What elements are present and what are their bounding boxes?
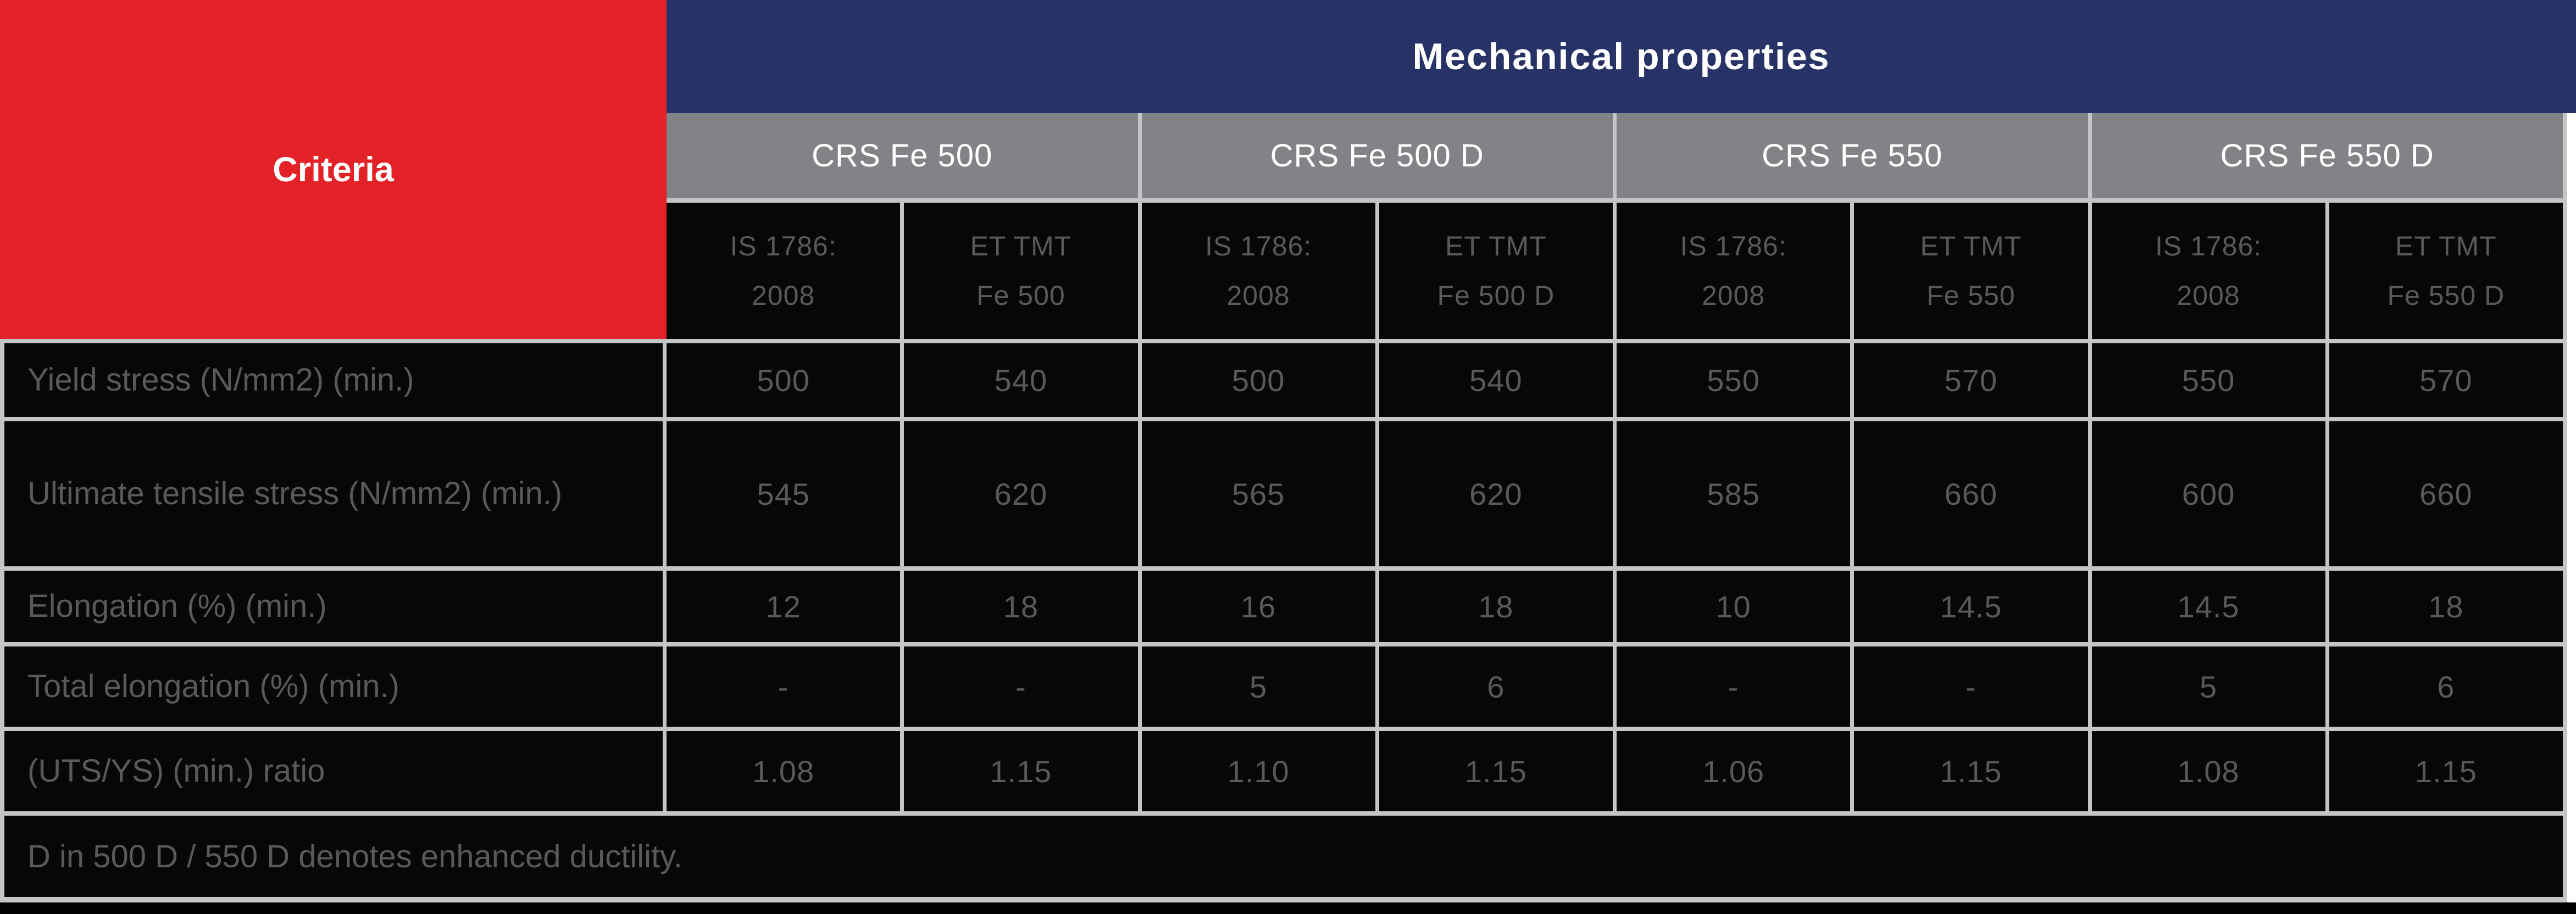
- subheader-line1: ET TMT: [1445, 231, 1547, 261]
- value-cell: 1.15: [1854, 731, 2088, 811]
- value-cell: -: [904, 647, 1137, 727]
- subheader-line2: Fe 500: [976, 280, 1065, 311]
- value-cell: 6: [2329, 647, 2563, 727]
- value-cell: 620: [1379, 421, 1613, 566]
- table-header: [0, 0, 2576, 339]
- value-cell: 1.15: [1379, 731, 1613, 811]
- value-cell: 1.15: [2329, 731, 2563, 811]
- value-cell: 500: [1142, 343, 1375, 417]
- table-body: [0, 339, 2567, 902]
- value-cell: 18: [904, 571, 1137, 642]
- value-cell: -: [1854, 647, 2088, 727]
- grade-group-crs-fe-550: CRS Fe 550: [1617, 113, 2088, 198]
- footnote-cell: D in 500 D / 550 D denotes enhanced ductility.: [4, 816, 2563, 897]
- value-cell: 540: [1379, 343, 1613, 417]
- value-cell: 5: [1142, 647, 1375, 727]
- subheader-line2: 2008: [1226, 280, 1290, 311]
- value-cell: 1.15: [904, 731, 1137, 811]
- table-row-yield-stress: [4, 343, 2563, 417]
- criteria-header-cell: Criteria: [0, 0, 667, 339]
- mechanical-properties-banner: Mechanical properties: [667, 0, 2576, 113]
- subheader-line1: IS 1786:: [2155, 231, 2262, 261]
- criteria-label-cell: (UTS/YS) (min.) ratio: [4, 731, 663, 811]
- standard-subheader-row: [667, 198, 2567, 339]
- value-cell: 5: [2092, 647, 2325, 727]
- value-cell: 1.08: [2092, 731, 2325, 811]
- subheader-ettmt-fe500d: [1379, 203, 1613, 339]
- subheader-line1: IS 1786:: [1680, 231, 1787, 261]
- value-cell: 550: [2092, 343, 2325, 417]
- value-cell: 16: [1142, 571, 1375, 642]
- table-row-ultimate-tensile: [4, 421, 2563, 566]
- value-cell: 545: [667, 421, 900, 566]
- subheader-line2: Fe 550 D: [2387, 280, 2505, 311]
- criteria-label-cell: Total elongation (%) (min.): [4, 647, 663, 727]
- subheader-ettmt-fe500: [904, 203, 1137, 339]
- subheader-is1786-4: [2092, 203, 2325, 339]
- value-cell: -: [667, 647, 900, 727]
- subheader-ettmt-fe550d: [2329, 203, 2563, 339]
- value-cell: 14.5: [2092, 571, 2325, 642]
- grade-group-crs-fe-500d: CRS Fe 500 D: [1142, 113, 1613, 198]
- subheader-is1786-1: [667, 203, 900, 339]
- subheader-line1: IS 1786:: [730, 231, 837, 261]
- value-cell: 570: [1854, 343, 2088, 417]
- value-cell: 12: [667, 571, 900, 642]
- subheader-line2: Fe 500 D: [1437, 280, 1555, 311]
- value-cell: 540: [904, 343, 1137, 417]
- value-cell: 600: [2092, 421, 2325, 566]
- grade-group-crs-fe-550d: CRS Fe 550 D: [2092, 113, 2563, 198]
- value-cell: 10: [1617, 571, 1850, 642]
- table-row-total-elongation: [4, 647, 2563, 727]
- subheader-line1: IS 1786:: [1204, 231, 1312, 261]
- subheader-is1786-3: [1617, 203, 1850, 339]
- subheader-line2: 2008: [1702, 280, 1766, 311]
- value-cell: 620: [904, 421, 1137, 566]
- value-cell: 6: [1379, 647, 1613, 727]
- value-cell: -: [1617, 647, 1850, 727]
- value-cell: 1.06: [1617, 731, 1850, 811]
- value-cell: 14.5: [1854, 571, 2088, 642]
- value-cell: 565: [1142, 421, 1375, 566]
- subheader-is1786-2: [1142, 203, 1375, 339]
- value-cell: 585: [1617, 421, 1850, 566]
- header-right-block: [667, 0, 2576, 339]
- criteria-label-cell: Elongation (%) (min.): [4, 571, 663, 642]
- subheader-line2: Fe 550: [1927, 280, 2016, 311]
- criteria-label-cell: Yield stress (N/mm2) (min.): [4, 343, 663, 417]
- value-cell: 660: [2329, 421, 2563, 566]
- grade-group-row: [667, 113, 2567, 198]
- value-cell: 550: [1617, 343, 1850, 417]
- subheader-line2: 2008: [752, 280, 815, 311]
- subheader-ettmt-fe550: [1854, 203, 2088, 339]
- value-cell: 660: [1854, 421, 2088, 566]
- value-cell: 18: [2329, 571, 2563, 642]
- bottom-black-strip: [0, 902, 2576, 914]
- value-cell: 570: [2329, 343, 2563, 417]
- grade-group-crs-fe-500: CRS Fe 500: [667, 113, 1138, 198]
- criteria-label-cell: Ultimate tensile stress (N/mm2) (min.): [4, 421, 663, 566]
- value-cell: 1.10: [1142, 731, 1375, 811]
- subheader-line1: ET TMT: [970, 231, 1072, 261]
- value-cell: 1.08: [667, 731, 900, 811]
- subheader-line1: ET TMT: [2395, 231, 2497, 261]
- value-cell: 500: [667, 343, 900, 417]
- subheader-line1: ET TMT: [1920, 231, 2022, 261]
- table-row-elongation: [4, 571, 2563, 642]
- value-cell: 18: [1379, 571, 1613, 642]
- subheader-line2: 2008: [2177, 280, 2240, 311]
- table-row-uts-ys-ratio: [4, 731, 2563, 811]
